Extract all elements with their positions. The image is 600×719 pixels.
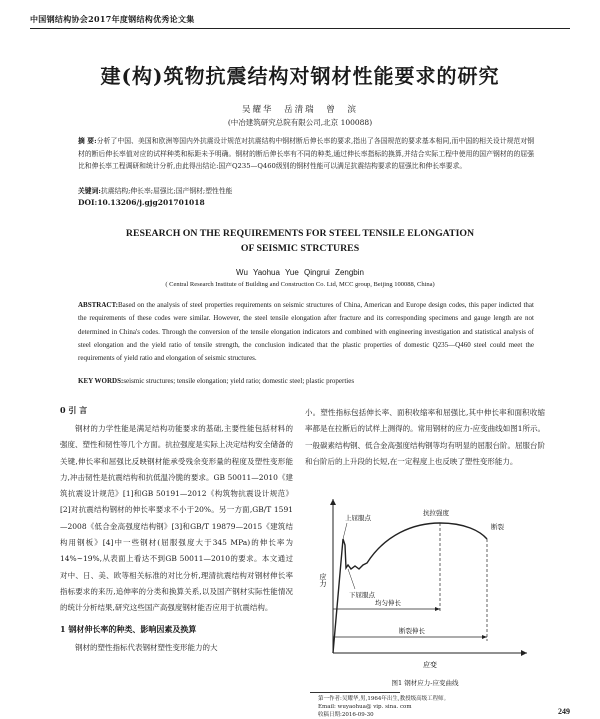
chinese-keywords [78, 185, 232, 195]
chinese-abstract [78, 135, 534, 173]
english-abstract-text: Based on the analysis of steel properties requirements on seismic structures of China, American and Europe design codes, this paper indicted that the requirements of these codes were similar. However, the steel tensile elongation after fracture and its corresponding specimens and gauge length are not determined in China's codes. Through the conversion of the tensile elongation indicators and combined with engineering investigation and statistical analysis of steel elongation and the yield ratio of tensile strength, the conclusion indicated that the plastic properties of domestic Q235—Q460 steel could meet the requirements of yield ratio and elongation of seismic structures. [78, 301, 534, 363]
x-axis-label: 应变 [423, 661, 437, 669]
chinese-abstract-text: 分析了中国、美国和欧洲等国内外抗震设计规范对抗震结构中钢材断后伸长率的要求,指出了各国规范的要求基本相同,而中国的相关设计规范对钢材的断后伸长率值对应的试样种类和标距未予明确。钢材的断后伸长率有不同的种类,通过伸长率指标的换算,并结合实际工程中使用的国产钢材的的屈强比和伸长率工程调研和统计分析,由此得出结论:国产Q235—Q460级别的钢材性能可以满足抗震结构要求的屈强比和伸长率要求。 [78, 137, 534, 170]
stress-strain-diagram [315, 493, 535, 673]
fracture-arrow-icon [482, 635, 487, 639]
lower-yield-label: 下屈服点 [349, 591, 375, 599]
footnote-received: 收稿日期:2016-09-30 [318, 712, 374, 718]
page-number: 249 [558, 707, 570, 716]
stress-strain-figure [315, 493, 535, 673]
english-keywords-text: seismic structures; tensile elongation; yield ratio; domestic steel; plastic properties [123, 377, 355, 385]
footnote [318, 695, 548, 719]
upper-yield-leader [343, 523, 347, 539]
english-abstract [78, 299, 534, 365]
x-axis-arrow-icon [521, 650, 527, 656]
y-axis-arrow-icon [330, 499, 336, 505]
elongation-after-fracture-label: 断裂伸长 [399, 627, 425, 635]
fracture-label: 断裂 [491, 523, 504, 531]
lower-yield-leader [348, 569, 355, 589]
chinese-affiliation: (中冶建筑研究总院有限公司,北京 100088) [227, 118, 373, 127]
english-affiliation: ( Central Research Institute of Building and Construction Co. Ltd, MCC group, Beijing 100088, China) [165, 281, 435, 288]
english-title-line1: RESEARCH ON THE REQUIREMENTS FOR STEEL TENSILE ELONGATION [125, 228, 475, 239]
english-keywords-label: KEY WORDS: [78, 377, 124, 385]
left-paragraph-1: 钢材的力学性能是满足结构功能要求的基础,主要性能包括材料的强度、塑性和韧性等几个方面。抗拉强度是实际上决定结构安全储备的关键,伸长率和屈强比反映钢材能承受残余变形量的程度及塑性变形能力,冲击韧性是抗震结构和抗低温冷脆的要求。GB 50011—2010《建筑抗震设计规范》[1]和GB 50191—2012《构筑物抗震设计规范》[2]对抗震结构钢材的伸长率要求不小于20%。另一方面,GB/T 1591—2008《低合金高强度结构钢》[3]和GB/T 19879—2015《建筑结构用钢板》[4]中一些钢材(屈服强度大于345 MPa)的伸长率为14%~19%,从表面上看达不到GB 50011—2010的要求。本文通过对中、日、美、欧等相关标准的对比分析,理清抗震结构对钢材伸长率指标要求的来历,追伸率的分类和换算关系,以及国产钢材实际性能情况的统计分析结果,研究这些国产高强度钢材能否应用于抗震结构。 [60, 424, 293, 613]
chinese-authors: 吴耀华 岳清瑞 曾 滨 [241, 105, 359, 115]
footnote-author: 第一作者:吴耀华,男,1964年出生,教授级高级工程师。 [318, 696, 450, 702]
figure-caption: 图1 钢材应力-应变曲线 [391, 679, 459, 687]
english-title-line2: OF SEISMIC STRCTURES [240, 243, 360, 254]
uniform-elongation-label: 均匀伸长 [375, 599, 401, 607]
uniform-arrow-icon [435, 607, 440, 611]
chinese-abstract-label: 摘 要: [78, 137, 97, 145]
english-keywords [78, 377, 548, 385]
english-title [60, 226, 540, 256]
doi: DOI:10.13206/j.gjg201701018 [78, 198, 205, 207]
english-abstract-label: ABSTRACT: [78, 301, 118, 309]
english-authors: Wu Yaohua Yue Qingrui Zengbin [236, 268, 364, 277]
right-column [305, 405, 545, 470]
tensile-strength-label: 抗拉强度 [423, 509, 449, 517]
header-rule [30, 28, 570, 29]
upper-yield-label: 上屈服点 [345, 514, 371, 522]
chinese-keywords-text: 抗震结构;伸长率;屈强比;国产钢材;塑性性能 [100, 187, 233, 195]
footnote-email: Email: wuyaohua@ vip. sina. com [318, 704, 412, 710]
chinese-keywords-label: 关键词: [78, 187, 101, 195]
section-1-heading: 1 钢材伸长率的种类、影响因素及换算 [60, 623, 197, 634]
section-0-heading: 0 引 言 [60, 405, 88, 415]
left-column [60, 405, 293, 656]
right-paragraph-1: 小。塑性指标包括伸长率、面积收缩率和屈强比,其中伸长率和面积收缩率都是在拉断后的试样上测得的。常用钢材的应力-应变曲线如图1所示。一般碳素结构钢、低合金高强度结构钢等均有明显的屈服台阶。屈服台阶和台阶后的上升段的长短,在一定程度上也反映了塑性变形能力。 [305, 408, 545, 466]
y-axis-label: 应力 [319, 573, 327, 587]
left-paragraph-2: 钢材的塑性指标代表钢材塑性变形能力的大 [75, 642, 218, 652]
chinese-title: 建(构)筑物抗震结构对钢材性能要求的研究 [100, 64, 500, 88]
running-header: 中国钢结构协会2017年度钢结构优秀论文集 [30, 14, 195, 24]
footnote-rule [310, 692, 400, 693]
